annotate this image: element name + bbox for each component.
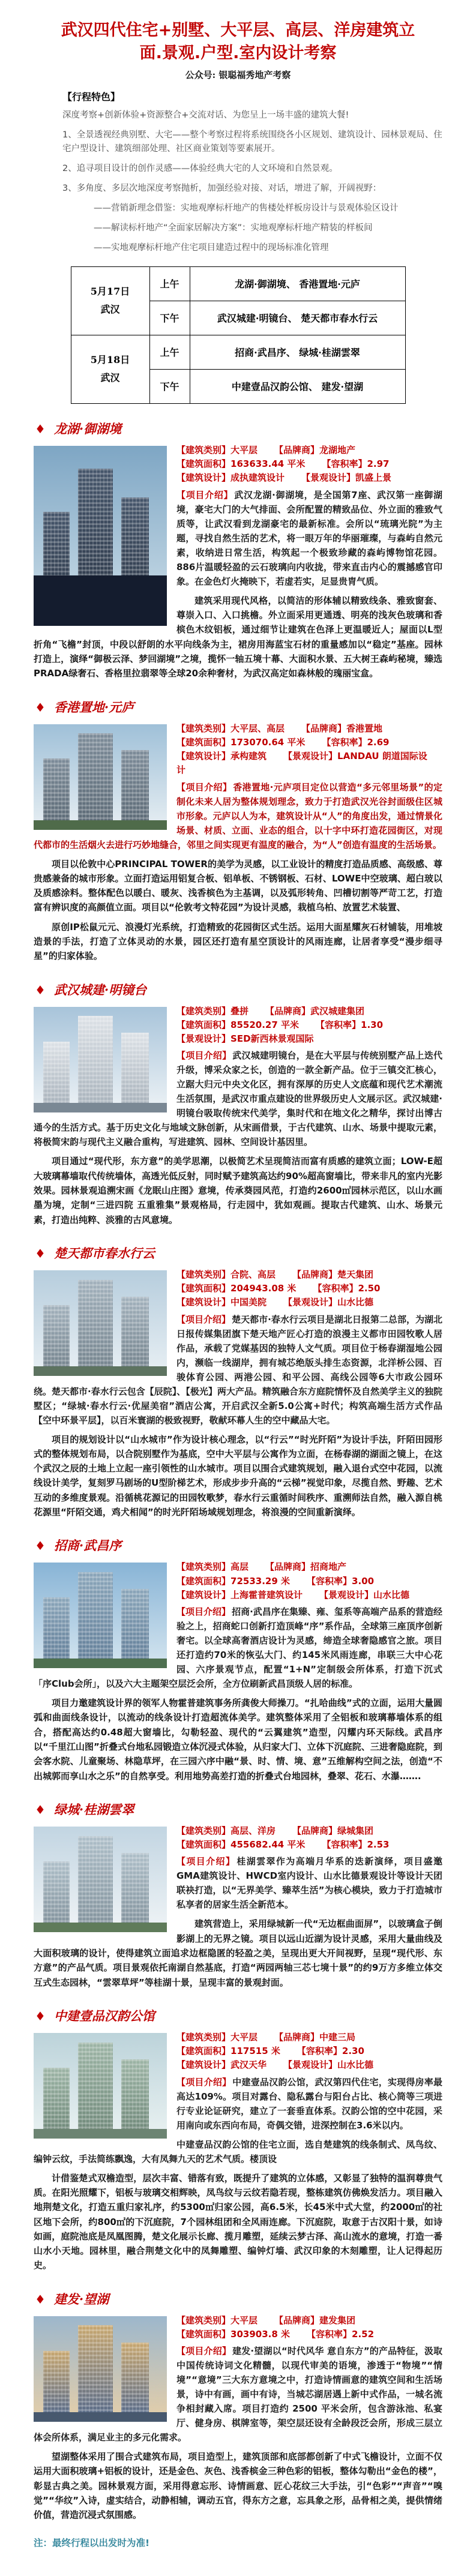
project-extra: 原创IP松鼠元元、浪漫灯光系统，打造精致的花园街区式生活。运用大面星耀灰石材铺装，用堆坡造景的手法，打造了立体灵动的水景，园区还打造有星空顶设计的风雨连廊，让居者享受“漫步细寻星”的归家体验。 xyxy=(34,921,442,962)
project-photo xyxy=(34,1007,167,1112)
schedule-city: 武汉 xyxy=(100,372,120,384)
project-title xyxy=(35,698,442,716)
field-label: 【建筑面积】 xyxy=(176,1839,231,1851)
feature-subitem: ——营销新理念借鉴：实地观摩标杆地产的售楼处样板房设计与景观体验区设计 xyxy=(94,203,399,214)
schedule-table xyxy=(71,266,406,404)
diamond-icon: ♦ xyxy=(35,700,46,715)
schedule-city: 武汉 xyxy=(100,304,120,316)
project-name: 香港置地·元庐 xyxy=(53,699,134,715)
schedule-session-cell: 下午 xyxy=(149,301,190,335)
project-intro xyxy=(34,2137,442,2166)
diamond-icon: ♦ xyxy=(35,982,46,997)
diamond-icon: ♦ xyxy=(35,2008,46,2023)
diamond-icon: ♦ xyxy=(35,1246,46,1261)
field-label: 【建筑面积】 xyxy=(176,2046,231,2057)
field-value: 山水比德 xyxy=(373,1589,410,1600)
project-title xyxy=(35,1800,442,1818)
project-title xyxy=(35,1244,442,1262)
project-section-guihuyuncui xyxy=(34,1800,442,1995)
intro-text: 楚天都市·春水行云项目是湖北日报第二总部，为湖北日报传媒集团旗下楚天地产匠心打造的浪漫主义都市田园牧歌人居作品，承载了党媒基因的独特人文气质。项目位于杨春湖湿地公园内，濒临一线湖岸，拥有城芯绝版头排生态资源，北洋桥公园、百骏体育公园、两港公园、和平公园、高线公园等6大市政公园环绕。楚天都市·春水行云包含【辰院】、【极光】两大产品。精筑融合东方庭院情怀及自然美学主义的独院墅区；“绿城·春水行云·优屋美宿”酒店公寓，开启武汉全新5.0公寓+时代；构筑高端生活方式作品【空中环景平层】，以百米寰湖的极致视野，敬献环幕人生的空中藏品大宅。 xyxy=(34,1314,442,1426)
project-section-hanyungongguan xyxy=(34,2007,442,2278)
feature-item: 2、追寻项目设计的创作灵感——体验经典大宅的人文环境和自然景观。 xyxy=(62,164,338,174)
project-extra: 项目的规划设计以“山水城市”作为设计核心理念，以“行云”“时光阡陌”为设计手法，阡陌田园形式的整体规划布局，以合院别墅作为基底，空中大平层与公寓作为立面，在杨春湖的湖面之镜上，在这个武汉之辰的土地上立起一座引领性的山水城市。项目以围合式建筑规划，融入退台式空中花园，以流线设计美学，复刻罗马剧场的U型阶梯艺术，形成步步升高的“云梯”视觉印象，尽揽自然、野趣、艺术互动的多维度景观。沿循桃花源记的田园牧歌梦，春水行云重循时间秩序、重溯师法自然，融入源自桃花源里“阡陌交通，鸡犬相闻”的时光阡陌场域规划理念，将浪漫的空间重新演绎。 xyxy=(34,1434,442,1518)
field-value: 绿城集团 xyxy=(337,1825,374,1836)
intro-label: 【项目介绍】 xyxy=(176,1314,231,1325)
intro-label: 【项目介绍】 xyxy=(176,1050,232,1061)
project-photo xyxy=(34,1563,167,1668)
intro-label: 【项目介绍】 xyxy=(176,2346,232,2357)
schedule-content-cell: 武汉城建·明镜台、 楚天都市春水行云 xyxy=(190,301,405,335)
field-label: 【品牌商】 xyxy=(274,444,320,455)
intro-text: 建发·望湖以“时代风华 意自东方”的产品特征，汲取中国传统诗词文化精髓，以现代审美的语境，渗透于“物境”“情境”“意境”三大东方意境之中，打造诗情画意的建筑空间和生活场景，诗中有画，画中有诗，当城芯湖居遇上新中式作品，一城名流争相封藏入席。项目打造约 2500 平米会所，包含游泳池、私宴厅、健身房、棋牌室等，架空层还设有全龄段泛会所，形成三层立体会所体系，满足业主的多元化需求。 xyxy=(34,2346,442,2443)
feature-subitem: ——实地观摩标杆地产住宅项目建造过程中的现场标准化管理 xyxy=(94,243,329,253)
project-title xyxy=(35,419,442,437)
field-value: 大平层 xyxy=(230,2031,258,2043)
field-label: 【建筑设计】 xyxy=(176,2059,231,2071)
project-name: 龙湖·御湖境 xyxy=(53,421,122,436)
field-value: 山水比德 xyxy=(337,1297,374,1308)
feature-item: 深度考察+创新体验+资源整合+交流对话、为您呈上一场丰盛的建筑大餐! xyxy=(62,110,349,120)
field-label: 【景观设计】 xyxy=(301,472,356,484)
field-value: 3.00 xyxy=(352,1575,375,1587)
schedule-session-cell: 上午 xyxy=(149,335,190,369)
field-value: 163633.44 平米 xyxy=(230,458,306,470)
field-value: 72533.29 米 xyxy=(230,1575,290,1587)
field-value: 2.30 xyxy=(342,2046,364,2057)
project-photo xyxy=(34,1270,167,1376)
field-label: 【建筑类别】 xyxy=(176,2031,231,2043)
field-value: 中国美院 xyxy=(230,1297,267,1308)
project-extra: 望湖整体采用了围合式建筑布局，项目造型上，建筑顶部和底部都创新了中式飞檐设计，立面不仅运用大面积玻璃+铝板的设计，还是金色、灰色、浅香槟金三种色彩的铝板，整体勾勒出“金色的楼”，彰显古典之美。园林景观方面，采用得意忘形、诗情画意、匠心花纹三大手法，引“色彩”“声音”“嗅觉”“华纹”入诗，虚实结合，动静相辅，调动五官，得东方之意，忘具象之形，品骨相之美，提供情绪价值，营造沉浸式氛围感。 xyxy=(34,2451,442,2521)
field-value: 武汉天华 xyxy=(230,2059,267,2071)
field-label: 【品牌商】 xyxy=(274,2314,320,2326)
field-value: 2.53 xyxy=(367,1839,390,1851)
schedule-content-cell: 招商·武昌序、 绿城·桂湖雲翠 xyxy=(190,335,405,369)
feature-item: 1、全景透视经典别墅、大宅——整个考察过程将系统围绕各小区规划、建筑设计、园林景观局、住宅户型设计、建筑细部处理、社区商业策划等要素展开。 xyxy=(62,130,442,154)
schedule-content-cell: 中建壹品汉韵公馆、 建发·望湖 xyxy=(190,369,405,403)
project-name: 建发·望湖 xyxy=(53,2291,109,2307)
field-value: 中建三局 xyxy=(319,2031,356,2043)
field-label: 【景观设计】 xyxy=(283,751,338,761)
field-label: 【容积率】 xyxy=(307,2328,352,2340)
field-value: 高层 xyxy=(230,1561,249,1573)
field-label: 【景观设计】 xyxy=(283,1297,338,1308)
field-label: 【容积率】 xyxy=(307,1575,352,1587)
field-value: 凯盛上景 xyxy=(355,472,392,484)
schedule-date-cell xyxy=(71,335,149,403)
field-value: 高层、洋房 xyxy=(230,1825,276,1836)
project-photo xyxy=(34,2033,167,2139)
project-title xyxy=(35,2007,442,2025)
project-section-yuanlu xyxy=(34,698,442,968)
project-photo xyxy=(34,446,167,626)
project-section-mingjingtai xyxy=(34,980,442,1232)
field-label: 【容积率】 xyxy=(313,1283,358,1294)
intro-label: 【项目介绍】 xyxy=(176,1856,236,1867)
field-label: 【景观设计】 xyxy=(283,2059,338,2071)
field-value: 2.52 xyxy=(352,2328,375,2340)
field-label: 【建筑类别】 xyxy=(176,444,231,455)
intro-text: 中建壹品汉韵公馆的住宅立面，选自楚建筑的线条制式、凤鸟纹、编钟云纹，手法简练飘逸，大有凤舞九天的艺术气质。楼顶设 xyxy=(34,2139,442,2164)
field-value: 303903.8 米 xyxy=(230,2328,290,2340)
intro-text: 招商·武昌序在集臻、雍、玺系等高端产品系的营造经验之上，招商蛇口创新打造顶峰“序”系作品，全球第三座顶序创新奢宅。以全球高奢酒店设计为灵感，缔造全球奢隐感官之旅。项目还打造约70米的恢弘大门、约145米风雨连廊，串联三大中心花园、六序景观节点，配置“1+N”定制级会所体系，打造下沉式「序Club会所」，以及六大主题架空层泛会所，全方位刷新武昌顶级人居的标准。 xyxy=(34,1606,442,1690)
feature-subitem: ——解读标杆地产“全面家居解决方案”：实地观摩标杆地产精装的样板间 xyxy=(94,223,373,233)
project-photo xyxy=(34,2316,167,2422)
schedule-session-cell: 下午 xyxy=(149,369,190,403)
intro-label: 【项目介绍】 xyxy=(176,781,232,793)
field-value: 大平层、高层 xyxy=(230,722,285,734)
field-label: 【建筑类别】 xyxy=(176,722,231,734)
project-section-chunshuixingyun xyxy=(34,1244,442,1525)
intro-text: 中建壹品汉韵公馆，武汉第四代住宅，实现得房率最高达109%。项目对露台、隐私露台与阳台占比、核心筒等三项进行专业论证研究，建立了一套垂直体系。汉韵公馆的空中花园，采用南向或东西向布局，奇偶交错，进深控制在3.6米以内。 xyxy=(176,2076,442,2131)
schedule-date: 5月17日 xyxy=(90,286,130,298)
field-label: 【建筑面积】 xyxy=(176,1575,231,1587)
field-value: 1.30 xyxy=(361,1019,384,1030)
features-heading: 【行程特色】 xyxy=(62,91,121,103)
field-value: 武汉城建集团 xyxy=(310,1005,365,1016)
field-value: 2.97 xyxy=(367,458,390,470)
field-value: 香港置地 xyxy=(346,722,383,734)
intro-label: 【项目介绍】 xyxy=(176,1606,231,1618)
field-label: 【品牌商】 xyxy=(301,722,347,734)
project-section-wuchangxu xyxy=(34,1536,442,1788)
field-label: 【建筑面积】 xyxy=(176,2328,231,2340)
field-value: SED新西林景观国际 xyxy=(230,1033,314,1045)
field-value: 204943.08 米 xyxy=(230,1283,297,1294)
project-photo xyxy=(34,724,167,830)
project-extra: 项目通过“现代形，东方意”的美学思潮，以极简艺术呈现简洁而富有质感的建筑立面；LOW-E超大玻璃幕墙取代传统墙体，高透光低反射，同时赋予建筑高达约90%超高窗墙比，带来非凡的室内光影效果。园林景观追溯宋画《龙眠山庄图》意境，传承葵园风范，打造约2600㎡园林示范区，以山水画墨为境，定制“三进四院 五重雅集”景观格局，行走园中，犹如观画。提取古代建筑、山水、场景元素，打造出纯粹、淡雅的古风意境。 xyxy=(34,1156,442,1225)
intro-text: 香港置地·元庐项目定位以营造“多元邻里场景”的定制化未来人居为整体规划理念，致力于打造武汉光谷封面级住区城市形象。元庐以人为本，建筑设计从“人”的角度出发，通过情景化场景、材质、立面、业态的组合，以十字中环打造花园街区，对现代都市的生活烟火去进行巧妙地缝合，邻里之间实现更有温度的融合，为“人”创造有温度的生活场景。 xyxy=(34,781,442,850)
field-label: 【品牌商】 xyxy=(265,1005,311,1016)
field-value: 承构建筑 xyxy=(230,751,267,761)
diamond-icon: ♦ xyxy=(35,1802,46,1817)
project-name: 楚天都市春水行云 xyxy=(53,1245,155,1261)
field-value: 2.69 xyxy=(367,736,390,748)
diamond-icon: ♦ xyxy=(35,421,46,436)
diamond-icon: ♦ xyxy=(35,2292,46,2307)
project-extra: 项目以伦敦中心PRINCIPAL TOWER的美学为灵感，以工业设计的精度打造品质感、高级感、尊贵感兼备的城市形象。立面打造运用铝复合板、铝单板、不锈钢板、石材、LOWE中空玻璃、超白玻以及质感涂料。整体配色以暖白、暖灰、浅香槟色为主基调，以及弧形转角、凹槽切割等严苛工艺，打造富有辨识度的高颜值立面。项目以“伦敦考文特花园”为设计灵感，栽植乌柏、放置艺术装置、 xyxy=(34,858,442,913)
field-value: 上海霍普建筑设计 xyxy=(230,1589,303,1600)
field-label: 【品牌商】 xyxy=(292,1268,338,1280)
schedule-date: 5月18日 xyxy=(90,354,130,366)
project-title xyxy=(35,980,442,998)
field-value: 山水比德 xyxy=(337,2059,374,2071)
field-label: 【容积率】 xyxy=(322,1839,367,1851)
intro-label: 【项目介绍】 xyxy=(176,2076,232,2088)
project-section-wanghu xyxy=(34,2290,442,2527)
intro-text: 桂湖雲翠作为高端月华系的迭新演绎，项目盛邀GMA建筑设计、HWCD室内设计、山水比德景观设计等设计天团联袂打造，以“无界美学、臻萃生活”为核心模块，致力于打造城市私享者的居家生活全新范本。 xyxy=(176,1856,442,1911)
schedule-date-cell xyxy=(71,266,149,335)
field-value: 建发集团 xyxy=(319,2314,356,2326)
field-label: 【建筑设计】 xyxy=(176,1297,231,1308)
project-title xyxy=(35,1536,442,1554)
project-extra: 建筑营造上，采用绿城新一代“无边框曲面屏”，以玻璃盒子倒影湖上的无界之镜。项目以远山近湖为设计灵感，采用大量曲线及大面积玻璃的设计，使得建筑立面追求边框隐匿的轻盈之美，呈现出更大开间视野，呈现“现代形、东方意”的产品气质。项目景观依托南湖自然基底，打造“两园两轴三芯七境十景”的约9万方多维立体交互式生态园林，“雲翠草坪”等桂湖十景，呈现丰富的景观封面。 xyxy=(34,1918,442,1988)
field-label: 【建筑面积】 xyxy=(176,1019,231,1030)
project-extra: 项目力邀建筑设计界的领军人物霍普建筑事务所龚俊大师操刀。“扎哈曲线”式的立面，运用大量圆弧和曲面线条设计，以流动的线条设计打造超流体美学。建筑整体采用了全铝板和玻璃幕墙体系的组合，搭配高达约0.48超大窗墙比，勾勒轻盈、现代的“云翼建筑”造型，闪耀内环天际线。武昌序以“千里江山图”折叠式台地私园锻造立体沉浸式体验，从归家大门、立体下沉庭院、三进奢隐庭院，到会客水院、儿童聚场、林隐草坪，在三园六序中融“景、时、情、境、意”五维解构空间之法，创造“不出城郭而享山水之乐”的自然享受。利用地势高差打造的折叠式台地园林，叠翠、花石、水瀑……. xyxy=(34,1698,442,1782)
field-value: 招商地产 xyxy=(310,1561,347,1573)
field-label: 【容积率】 xyxy=(322,736,367,748)
field-label: 【建筑类别】 xyxy=(176,2314,231,2326)
field-label: 【建筑面积】 xyxy=(176,736,231,748)
field-label: 【景观设计】 xyxy=(319,1589,374,1600)
field-value: 173070.64 平米 xyxy=(230,736,306,748)
field-label: 【建筑类别】 xyxy=(176,1825,231,1836)
field-value: 117515 米 xyxy=(230,2046,280,2057)
field-label: 【建筑类别】 xyxy=(176,1268,231,1280)
feature-item: 3、多角度、多层次地深度考察抛析，加强经验对接、对话，增进了解，开阔视野： xyxy=(62,184,382,194)
field-label: 【建筑类别】 xyxy=(176,1561,231,1573)
project-title xyxy=(35,2290,442,2308)
field-label: 【容积率】 xyxy=(316,1019,361,1030)
field-value: 85520.27 平米 xyxy=(230,1019,299,1030)
field-value: 455682.44 平米 xyxy=(230,1839,306,1851)
field-value: LANDAU 朗道国际设计 xyxy=(176,751,427,776)
schedule-session-cell: 上午 xyxy=(149,266,190,301)
intro-text: 武汉龙湖·御湖境，是全国第7座、武汉第一座御湖境，豪宅大门的大气排面、会所配置的精致品位、外立面的雅致气质等，让武汉看到龙湖豪宅的最新标准。会所以“琉璃光院”为主题，寻找自然生活的艺术，将一眼万年的华丽璀璨，与森屿自然元素，收纳进日常生活，构筑起一个极致珍藏的森屿博物馆花园。886片温暖轻盈的云石玻璃向内收拢，带来直击内心的震撼感官印象。在金色灯火掩映下，若虚若实，足显贵胄气质。 xyxy=(176,489,442,587)
project-name: 武汉城建·明镜台 xyxy=(53,982,147,997)
project-name: 绿城·桂湖雲翠 xyxy=(53,1801,134,1817)
field-label: 【建筑设计】 xyxy=(176,472,231,484)
field-value: 大平层 xyxy=(230,2314,258,2326)
field-label: 【品牌商】 xyxy=(292,1825,338,1836)
field-label: 【建筑面积】 xyxy=(176,458,231,470)
schedule-content-cell: 龙湖·御湖境、 香港置地·元庐 xyxy=(190,266,405,301)
field-label: 【建筑类别】 xyxy=(176,1005,231,1016)
field-label: 【容积率】 xyxy=(297,2046,342,2057)
field-label: 【品牌商】 xyxy=(265,1561,311,1573)
project-extra: 计借鉴楚式双檐造型，层次丰富、错落有致，既提升了建筑的立体感，又彰显了独特的温润尊贵气质。在阳光照耀下，铝板与玻璃交相辉映，凤鸟纹与云纹若隐若现，整栋建筑仿佛焕发活力。项目融入地荆楚文化，打造五重归家礼序，约5300㎡归家公园，高6.5米，长45米中式大堂，约2000㎡的社区地下会所，约800㎡的下沉庭院，7个园林组团和全风雨连廊。下沉庭院，取意于古汉阳十景，如诗如画，庭院池底是凤凰图腾，楚文化展示长廊、揽月雕塑，延续云梦古泽、高山流水的意境，打造一番山水小天地。园林里，融合荆楚文化中的凤舞雕塑、编钟灯墙、武汉印象的木刻雕塑，让人记得起历史。 xyxy=(34,2172,442,2271)
project-name: 招商·武昌序 xyxy=(53,1538,122,1554)
field-label: 【建筑设计】 xyxy=(176,1589,231,1600)
diamond-icon: ♦ xyxy=(35,1539,46,1554)
field-label: 【景观设计】 xyxy=(176,1033,231,1045)
intro-text: 武汉城建明镜台，是在大平层与传统别墅产品上迭代升级，博采众家之长，创造的一款全新产品。位于三镇交汇核心，立踞大归元中央文化区，拥有深厚的历史人文底蕴和现代艺术潮流生活氛围，是武汉市重点建设的世界级历史人文展示区。武汉城建·明镜台吸取传统宋代美学，集时代和在地文化之精华，探讨出博古通今的生活方式。基于历史文化与地域文脉创新，从宋画借景，于古代建筑、山水、场景中提取元素，将极简宋韵与现代主义融合重构，写进建筑、园林、空间设计基因里。 xyxy=(34,1050,442,1148)
field-label: 【建筑面积】 xyxy=(176,1283,231,1294)
field-value: 合院、高层 xyxy=(230,1268,276,1280)
field-value: 成执建筑设计 xyxy=(230,472,285,484)
field-value: 楚天集团 xyxy=(337,1268,374,1280)
official-account: 公众号: 银聪福秀地产考察 xyxy=(185,69,291,80)
field-value: 龙湖地产 xyxy=(319,444,356,455)
field-label: 【建筑设计】 xyxy=(176,751,231,761)
project-section-longhu xyxy=(34,419,442,686)
page-title: 武汉四代住宅+别墅、大平层、高层、洋房建筑立面.景观.户型.室内设计考察 xyxy=(61,21,415,62)
project-name: 中建壹品汉韵公馆 xyxy=(53,2008,155,2023)
field-value: 叠拼 xyxy=(230,1005,249,1016)
project-photo xyxy=(34,1827,167,1932)
project-extra: 建筑采用现代风格，以简洁的形体辅以精致线条、雅致窗套、尊崇入口、入口挑檐。外立面采用更通透、明亮的浅灰色玻璃和香槟色木纹铝板，通过细节让建筑在色泽上更温暖近人；屋面以L型折角“飞檐”封顶，中段以舒朗的水平向线条为主，裙房用海蓝宝石材的重量感加以“稳定”基座。园林打造上，演绎“御极云泽、梦回湖境”之境，揽怀一轴五境十幕、大面积水景、五大树王森屿秘境，臻选PRADA绿奢石、香格里拉翡翠等全球20余种奢材，为武汉高定如森林般的瑰丽宝盒。 xyxy=(34,595,442,679)
field-label: 【容积率】 xyxy=(322,458,367,470)
field-label: 【品牌商】 xyxy=(274,2031,320,2043)
field-value: 2.50 xyxy=(358,1283,381,1294)
intro-label: 【项目介绍】 xyxy=(176,489,233,500)
field-value: 大平层 xyxy=(230,444,258,455)
footer-note: 注：最终行程以出发时为准! xyxy=(34,2537,150,2548)
